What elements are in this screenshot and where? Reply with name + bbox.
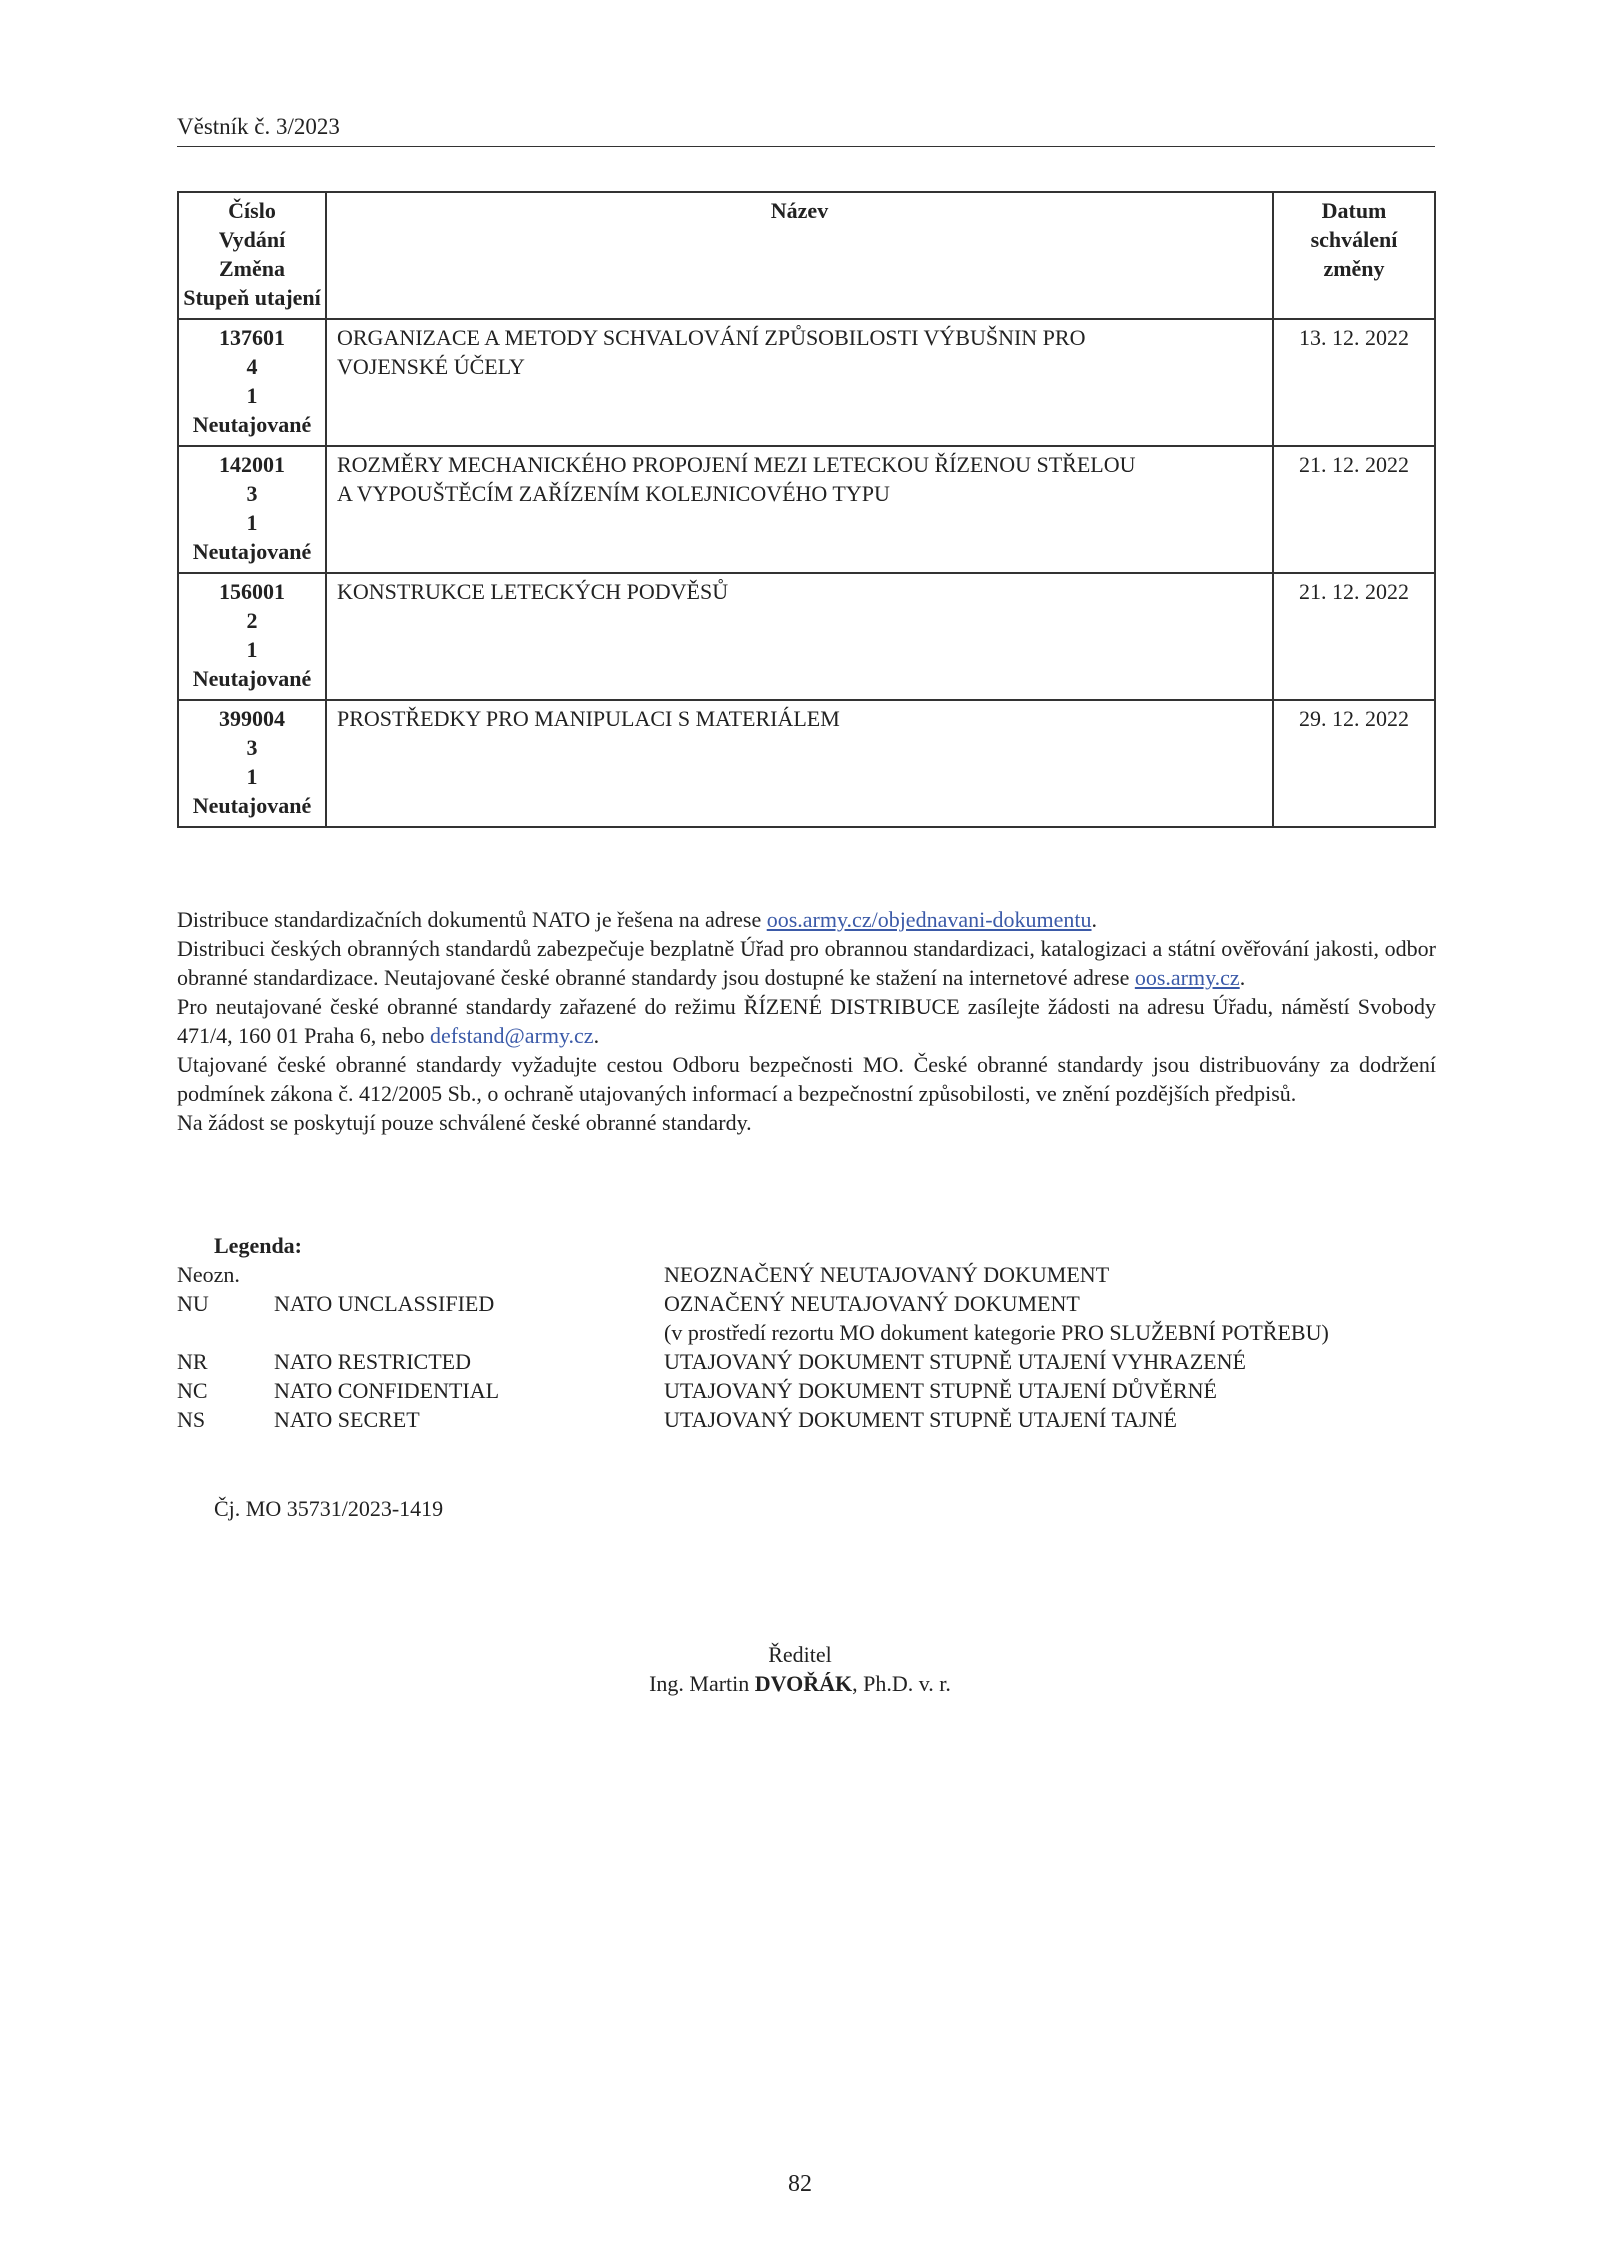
row-number: 137601 [219, 325, 285, 350]
row-identifiers [178, 319, 326, 446]
header-date-line-3: změny [1323, 256, 1385, 281]
signatory-name [0, 1669, 1600, 1698]
legend-description: UTAJOVANÝ DOKUMENT STUPNĚ UTAJENÍ DŮVĚRNÉ [664, 1378, 1217, 1403]
paragraph-classified-standards: Utajované české obranné standardy vyžadujte cestou Odboru bezpečnosti MO. České obranné standardy jsou distribuovány za dodržení podmínek zákona č. 412/2005 Sb., o ochraně utajovaných informací a bezpečnostní způsobilosti, ve znění pozdějších předpisů. [177, 1052, 1436, 1106]
defstand-email-link[interactable]: defstand@army.cz [429, 1023, 594, 1048]
header-date-line-2: schválení [1310, 227, 1398, 252]
signatory-role: Ředitel [768, 1642, 832, 1667]
row-classification: Neutajované [192, 793, 312, 818]
row-identifiers [178, 700, 326, 827]
legend-nato-marking: NATO UNCLASSIFIED [274, 1291, 495, 1316]
paragraph-text: Distribuci českých obranných standardů zabezpečuje bezplatně Úřad pro obrannou standardizaci, katalogizaci a státní ověřování jakosti, odbor obranné standardizace. Neutajované české obranné standardy jsou dostupné ke stažení na internetové adrese [177, 936, 1436, 990]
header-classification-line: Stupeň utajení [183, 285, 321, 310]
legend-row [177, 1289, 1436, 1318]
row-title-line: VOJENSKÉ ÚČELY [337, 354, 525, 379]
row-title [326, 573, 1273, 700]
legend-nato-marking: NATO RESTRICTED [274, 1349, 471, 1374]
reference-number: Čj. MO 35731/2023-1419 [214, 1496, 444, 1521]
header-date-col [1273, 192, 1435, 319]
row-title [326, 446, 1273, 573]
nato-ordering-link[interactable]: oos.army.cz/objednavani-dokumentu [766, 907, 1092, 932]
legend-description: NEOZNAČENÝ NEUTAJOVANÝ DOKUMENT [664, 1262, 1110, 1287]
row-change: 1 [246, 383, 258, 408]
signatory-surname: DVOŘÁK [754, 1671, 853, 1696]
row-date: 21. 12. 2022 [1273, 446, 1435, 573]
row-title-line: PROSTŘEDKY PRO MANIPULACI S MATERIÁLEM [337, 706, 840, 731]
row-title [326, 319, 1273, 446]
legend-code: NS [177, 1407, 206, 1432]
paragraph-czech-distribution [177, 934, 1436, 992]
row-date: 21. 12. 2022 [1273, 573, 1435, 700]
row-title-line: A VYPOUŠTĚCÍM ZAŘÍZENÍM KOLEJNICOVÉHO TYPU [337, 481, 890, 506]
page-number: 82 [788, 2171, 812, 2197]
legend-description: UTAJOVANÝ DOKUMENT STUPNĚ UTAJENÍ TAJNÉ [664, 1407, 1177, 1432]
legend-code: NR [177, 1349, 208, 1374]
signatory-name-suffix: , Ph.D. v. r. [852, 1671, 951, 1696]
row-title-line: ORGANIZACE A METODY SCHVALOVÁNÍ ZPŮSOBILOSTI VÝBUŠNIN PRO [337, 325, 1086, 350]
row-identifiers [178, 573, 326, 700]
header-title-col [326, 192, 1273, 319]
legend-nato-marking: NATO CONFIDENTIAL [274, 1378, 500, 1403]
header-edition-line: Vydání [218, 227, 286, 252]
bulletin-title: Věstník č. 3/2023 [177, 114, 340, 139]
paragraph-end: . [1091, 907, 1098, 932]
distribution-info [177, 905, 1436, 1137]
row-title [326, 700, 1273, 827]
table-row [178, 573, 1435, 700]
row-edition: 4 [246, 354, 258, 379]
legend-row [177, 1376, 1436, 1405]
legend-title: Legenda: [214, 1233, 302, 1258]
paragraph-approved-only: Na žádost se poskytují pouze schválené české obranné standardy. [177, 1110, 752, 1135]
header-number-col [178, 192, 326, 319]
row-classification: Neutajované [192, 666, 312, 691]
header-change-line: Změna [219, 256, 285, 281]
row-title-line: ROZMĚRY MECHANICKÉHO PROPOJENÍ MEZI LETECKOU ŘÍZENOU STŘELOU [337, 452, 1136, 477]
standards-table [177, 191, 1436, 828]
row-number: 399004 [219, 706, 285, 731]
legend-description: UTAJOVANÝ DOKUMENT STUPNĚ UTAJENÍ VYHRAZENÉ [664, 1349, 1246, 1374]
row-classification: Neutajované [192, 539, 312, 564]
row-title-line: KONSTRUKCE LETECKÝCH PODVĚSŮ [337, 579, 729, 604]
signatory-name-prefix: Ing. Martin [649, 1671, 755, 1696]
paragraph-controlled-distribution [177, 992, 1436, 1050]
legend-code: Neozn. [177, 1262, 240, 1287]
legend-description: (v prostředí rezortu MO dokument kategorie PRO SLUŽEBNÍ POTŘEBU) [664, 1320, 1329, 1345]
oos-website-link[interactable]: oos.army.cz [1134, 965, 1240, 990]
paragraph-nato-distribution [177, 905, 1436, 934]
table-row [178, 700, 1435, 827]
row-classification: Neutajované [192, 412, 312, 437]
legend-row [177, 1347, 1436, 1376]
row-edition: 3 [246, 735, 258, 760]
paragraph-text: Distribuce standardizačních dokumentů NATO je řešena na adrese [177, 907, 767, 932]
table-header-row [178, 192, 1435, 319]
row-change: 1 [246, 510, 258, 535]
running-header [177, 114, 1435, 147]
row-edition: 2 [246, 608, 258, 633]
header-number-line: Číslo [228, 198, 276, 223]
legend-row [177, 1318, 1436, 1347]
row-date: 29. 12. 2022 [1273, 700, 1435, 827]
header-title-label: Název [770, 198, 829, 223]
legend-code: NU [177, 1291, 209, 1316]
row-number: 156001 [219, 579, 285, 604]
row-change: 1 [246, 637, 258, 662]
legend-code: NC [177, 1378, 208, 1403]
paragraph-end: . [593, 1023, 600, 1048]
legend-description: OZNAČENÝ NEUTAJOVANÝ DOKUMENT [664, 1291, 1080, 1316]
legend-nato-marking: NATO SECRET [274, 1407, 420, 1432]
header-date-line-1: Datum [1321, 198, 1387, 223]
signature-block [0, 1640, 1600, 1698]
table-row [178, 319, 1435, 446]
row-number: 142001 [219, 452, 285, 477]
legend-row [177, 1405, 1436, 1434]
paragraph-text: Pro neutajované české obranné standardy zařazené do režimu ŘÍZENÉ DISTRIBUCE zasílejte žádosti na adresu Úřadu, náměstí Svobody 471/4, 160 01 Praha 6, nebo [177, 994, 1436, 1048]
legend-row [177, 1260, 1436, 1289]
table-row [178, 446, 1435, 573]
row-edition: 3 [246, 481, 258, 506]
row-change: 1 [246, 764, 258, 789]
row-date: 13. 12. 2022 [1273, 319, 1435, 446]
row-identifiers [178, 446, 326, 573]
paragraph-end: . [1239, 965, 1246, 990]
